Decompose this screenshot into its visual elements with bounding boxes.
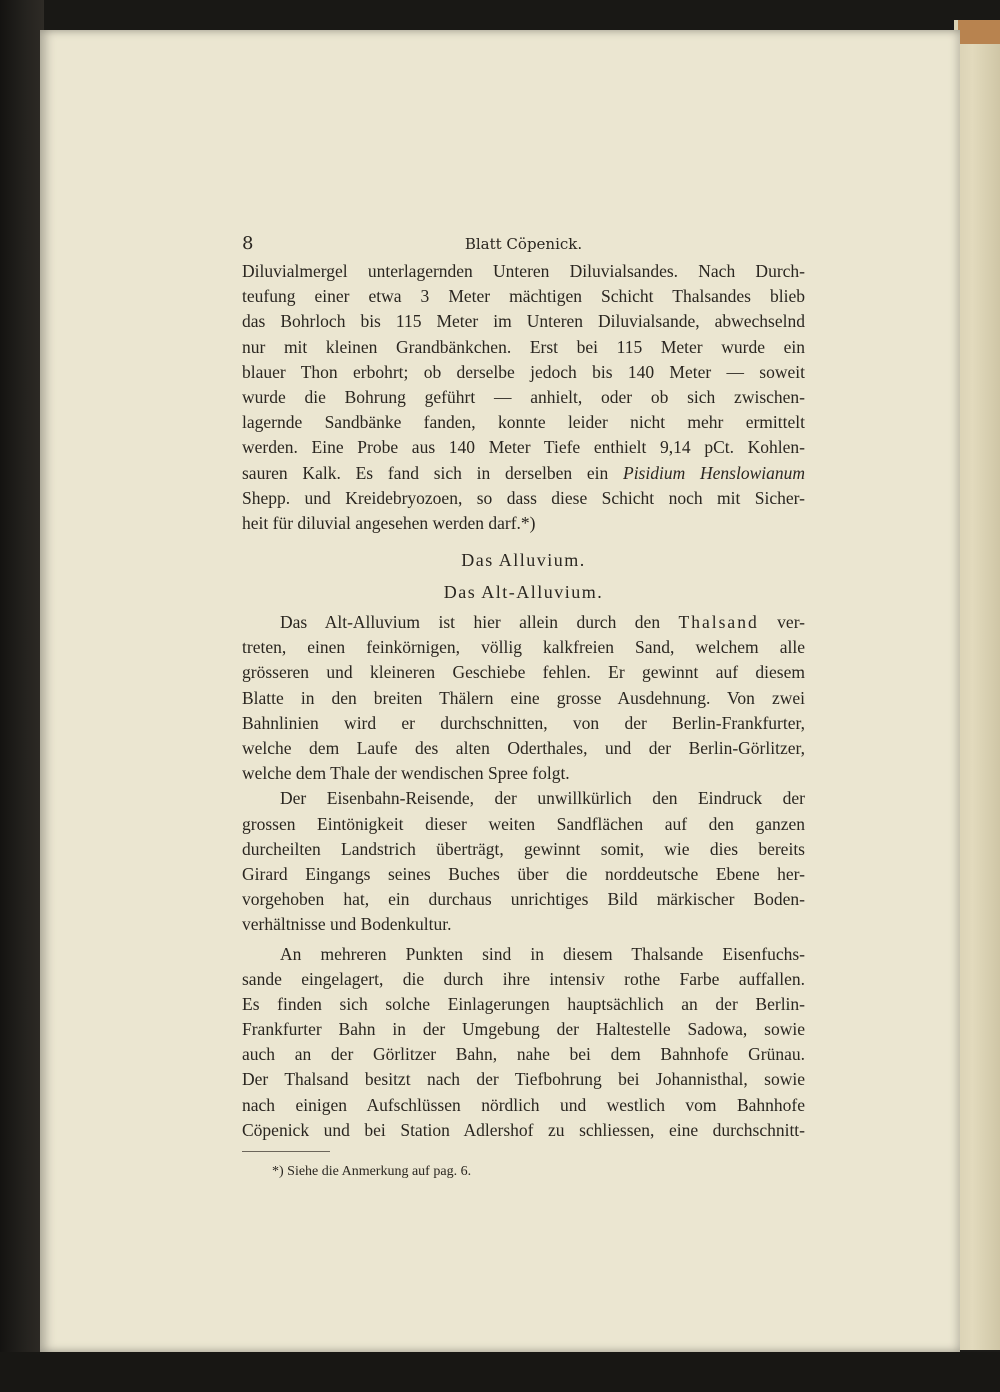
paragraph-thalsand (242, 610, 805, 786)
section-heading-alt-alluvium: Das Alt-Alluvium. (443, 582, 604, 603)
footnote: *) Siehe die Anmerkung auf pag. 6. (272, 1164, 472, 1179)
text-line: durcheilten Landstrich überträgt, gewinnt somit, wie dies bereits (242, 838, 805, 859)
text-line: heit für diluvial angesehen werden darf.*) (242, 512, 536, 533)
paragraph-diluvial (242, 259, 805, 536)
text-line: nur mit kleinen Grandbänkchen. Erst bei 115 Meter wurde ein (242, 336, 805, 357)
text-line: Es finden sich solche Einlagerungen hauptsächlich an der Berlin- (242, 993, 805, 1014)
text-line: An mehreren Punkten sind in diesem Thalsande Eisenfuchs- (280, 943, 805, 964)
text-line: welche dem Thale der wendischen Spree folgt. (242, 763, 570, 784)
text-line: werden. Eine Probe aus 140 Meter Tiefe enthielt 9,14 pCt. Kohlen- (242, 437, 805, 458)
page-number: 8 (242, 233, 254, 254)
paragraph-eisenfuchssande (242, 942, 805, 1144)
book-cover-spine (0, 0, 44, 1392)
text-line: welche dem Laufe des alten Oderthales, und der Berlin-Görlitzer, (242, 738, 805, 758)
text-line: Shepp. und Kreidebryozoen, so dass diese Schicht noch mit Sicher- (242, 487, 805, 508)
text-line: Frankfurter Bahn in der Umgebung der Haltestelle Sadowa, sowie (242, 1019, 805, 1040)
text-line: treten, einen feinkörnigen, völlig kalkfreien Sand, welchem alle (242, 637, 805, 658)
section-heading-alluvium: Das Alluvium. (461, 550, 586, 571)
text-line: Blatte in den breiten Thälern eine grosse Ausdehnung. Von zwei (242, 687, 805, 708)
running-head: Blatt Cöpenick. (464, 235, 583, 253)
text-line: nach einigen Aufschlüssen nördlich und westlich vom Bahnhofe (242, 1094, 805, 1115)
text-line: Girard Eingangs seines Buches über die norddeutsche Ebene her- (242, 863, 805, 884)
text-fragment: sauren Kalk. Es fand sich in derselben ein (242, 462, 623, 483)
footnote-rule (242, 1151, 330, 1152)
text-line: Bahnlinien wird er durchschnitten, von der Berlin-Frankfurter, (242, 712, 805, 733)
text-line: auch an der Görlitzer Bahn, nahe bei dem Bahnhofe Grünau. (242, 1044, 805, 1065)
text-line-species (242, 461, 805, 486)
text-fragment: ver- (758, 612, 805, 633)
text-fragment: Das Alt-Alluvium ist hier allein durch den (280, 612, 679, 633)
underlying-pages (954, 20, 1000, 1350)
text-line (242, 610, 805, 635)
text-line: teufung einer etwa 3 Meter mächtigen Schicht Thalsandes blieb (242, 286, 805, 307)
text-line: Der Eisenbahn-Reisende, der unwillkürlich den Eindruck der (280, 788, 805, 809)
text-line: lagernde Sandbänke fanden, konnte leider nicht mehr ermittelt (242, 412, 805, 433)
underlying-page-tab (958, 20, 1000, 44)
page-text-block (242, 225, 805, 1180)
page-header (242, 225, 805, 259)
text-line: grösseren und kleineren Geschiebe fehlen. Er gewinnt auf diesem (242, 662, 805, 683)
text-line: sande eingelagert, die durch ihre intensiv rothe Farbe auffallen. (242, 968, 805, 989)
text-line: grossen Eintönigkeit dieser weiten Sandflächen auf den ganzen (242, 813, 805, 834)
paragraph-eisenbahn (242, 786, 805, 937)
term-thalsand: Thalsand (678, 612, 759, 633)
text-line: Cöpenick und bei Station Adlershof zu schliessen, eine durchschnitt- (242, 1119, 805, 1140)
text-line: wurde die Bohrung geführt — anhielt, oder ob sich zwischen- (242, 386, 805, 407)
text-line: vorgehoben hat, ein durchaus unrichtiges Bild märkischer Boden- (242, 889, 805, 910)
text-line: Der Thalsand besitzt nach der Tiefbohrung bei Johannisthal, sowie (242, 1069, 805, 1090)
text-line: das Bohrloch bis 115 Meter im Unteren Diluvialsande, abwechselnd (242, 311, 805, 332)
species-name: Pisidium Henslowianum (623, 462, 805, 483)
text-line: blauer Thon erbohrt; ob derselbe jedoch bis 140 Meter — soweit (242, 361, 805, 382)
book-cover-top (0, 0, 1000, 30)
book-page (40, 30, 960, 1352)
book-cover-bottom (0, 1352, 1000, 1392)
text-line: Diluvialmergel unterlagernden Unteren Diluvialsandes. Nach Durch- (242, 261, 805, 281)
text-line: verhältnisse und Bodenkultur. (242, 914, 452, 935)
